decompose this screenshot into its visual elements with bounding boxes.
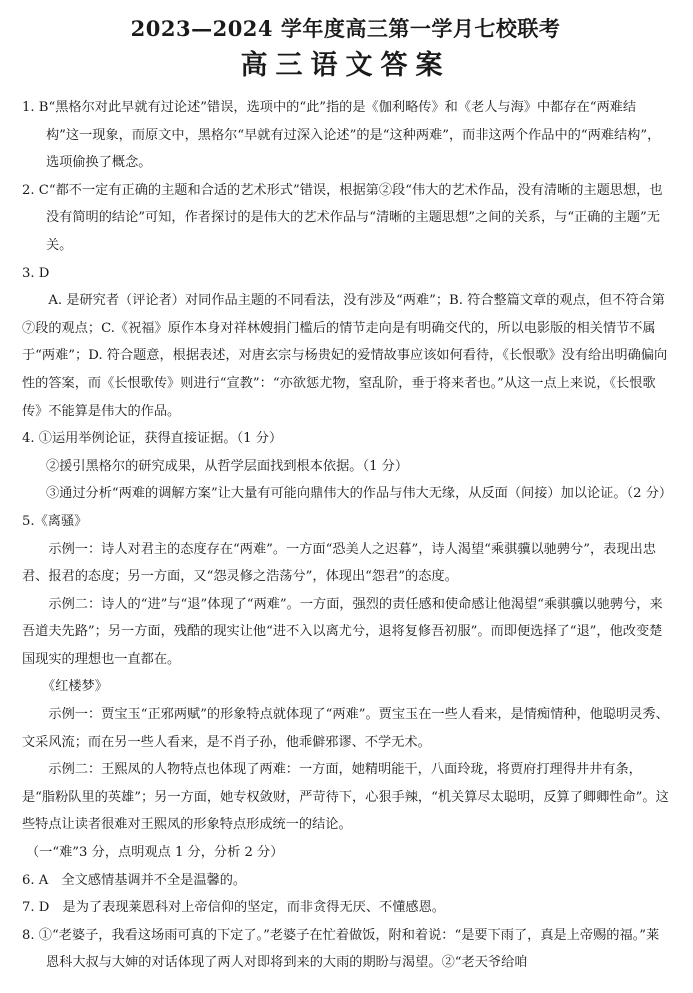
answer-3-heading: 3. D (22, 265, 50, 281)
answer-5-heading: 5.《离骚》 (22, 513, 88, 529)
answer-4-point-3: ③通过分析“两难的调解方案”让大量有可能向鼎伟大的作品与伟大无缘，从反面（间接）加以论证。（2 分） (46, 486, 673, 502)
answer-4-point-1: 4. ①运用举例论证，获得直接证据。（1 分） (22, 431, 283, 447)
answer-7: 7. D 是为了表现莱恩科对上帝信仰的坚定，而非贪得无厌、不懂感恩。 (22, 900, 445, 916)
answer-3-explanation: A. 是研究者（评论者）对同作品主题的不同看法，没有涉及“两难”；B. 符合整篇文章的观点，但不符合第⑦段的观点；C.《祝福》原作本身对祥林嫂捐门槛后的情节走向是有明确交代的，所以电影版的相关情节不属于“两难”；D. 符合题意，根据表述，对唐玄宗与杨贵妃的爱情故事应该如何看待，《长恨歌》没有给出明确偏向性的答案，而《长恨歌传》则进行“宣教”：“亦欲惩尤物，窒乱阶，垂于将来者也。”从这一点上来说，《长恨歌传》不能算是伟大的作品。 (22, 293, 668, 419)
answer-5-book-heading: 《红楼梦》 (42, 679, 108, 695)
answer-5-example-1: 示例一：诗人对君主的态度存在“两难”。一方面“恐美人之迟暮”，诗人渴望“乘骐骥以驰骋兮”，表现出忠君、报君的态度；另一方面，又“怨灵修之浩荡兮”，体现出“怨君”的态度。 (22, 541, 656, 585)
answer-5-example-2: 示例二：诗人的“进”与“退”体现了“两难”。一方面，强烈的责任感和使命感让他渴望“乘骐骥以驰骋兮，来吾道夫先路”；另一方面，残酷的现实让他“进不入以离尤兮，退将复修吾初服”。而即便选择了“退”，他改变楚国现实的理想也一直都在。 (22, 596, 663, 667)
answer-6: 6. A 全文感情基调并不全是温馨的。 (22, 872, 247, 888)
answer-5-example-4: 示例二：王熙凤的人物特点也体现了两难：一方面，她精明能干，八面玲珑，将贾府打理得井井有条，是“脂粉队里的英雄”；另一方面，她专权敛财，严苛待下，心狠手辣，“机关算尽太聪明，反算了卿卿性命”。这些特点让读者很难对王熙凤的形象特点形成统一的结论。 (22, 762, 669, 833)
answer-2: 2. C“都不一定有正确的主题和合适的艺术形式”错误，根据第②段“伟大的艺术作品，没有清晰的主题思想，也没有简明的结论”可知，作者探讨的是伟大的艺术作品与“清晰的主题思想”之间的关系，与“正确的主题”无关。 (22, 182, 663, 253)
exam-title: 2023—2024 学年度高三第一学月七校联考 (130, 16, 561, 41)
answer-8: 8. ①“老婆子，我看这场雨可真的下定了。”老婆子在忙着做饭，附和着说：“是要下雨了，真是上帝赐的福。”莱恩科大叔与大婶的对话体现了两人对即将到来的大雨的期盼与渴望。②“老天爷给咱 (22, 927, 660, 971)
answer-4-point-2: ②援引黑格尔的研究成果，从哲学层面找到根本依据。（1 分） (46, 458, 409, 474)
page-title: 高三语文答案 (240, 50, 451, 81)
answer-5-scoring: （一“难”3 分，点明观点 1 分，分析 2 分） (26, 845, 284, 861)
answers-body (22, 94, 673, 977)
answer-1: 1. B“黑格尔对此早就有过论述”错误，选项中的“此”指的是《伽利略传》和《老人与海》中都存在“两难结构”这一现象，而原文中，黑格尔“早就有过深入论述”的是“这种两难”，而非这两个作品中的“两难结构”，选项偷换了概念。 (22, 100, 661, 171)
answer-5-example-3: 示例一：贾宝玉“正邪两赋”的形象特点就体现了“两难”。贾宝玉在一些人看来，是情痴情种，他聪明灵秀、文采风流；而在另一些人看来，是不肖子孙，他乖僻邪谬、不学无术。 (22, 707, 669, 750)
